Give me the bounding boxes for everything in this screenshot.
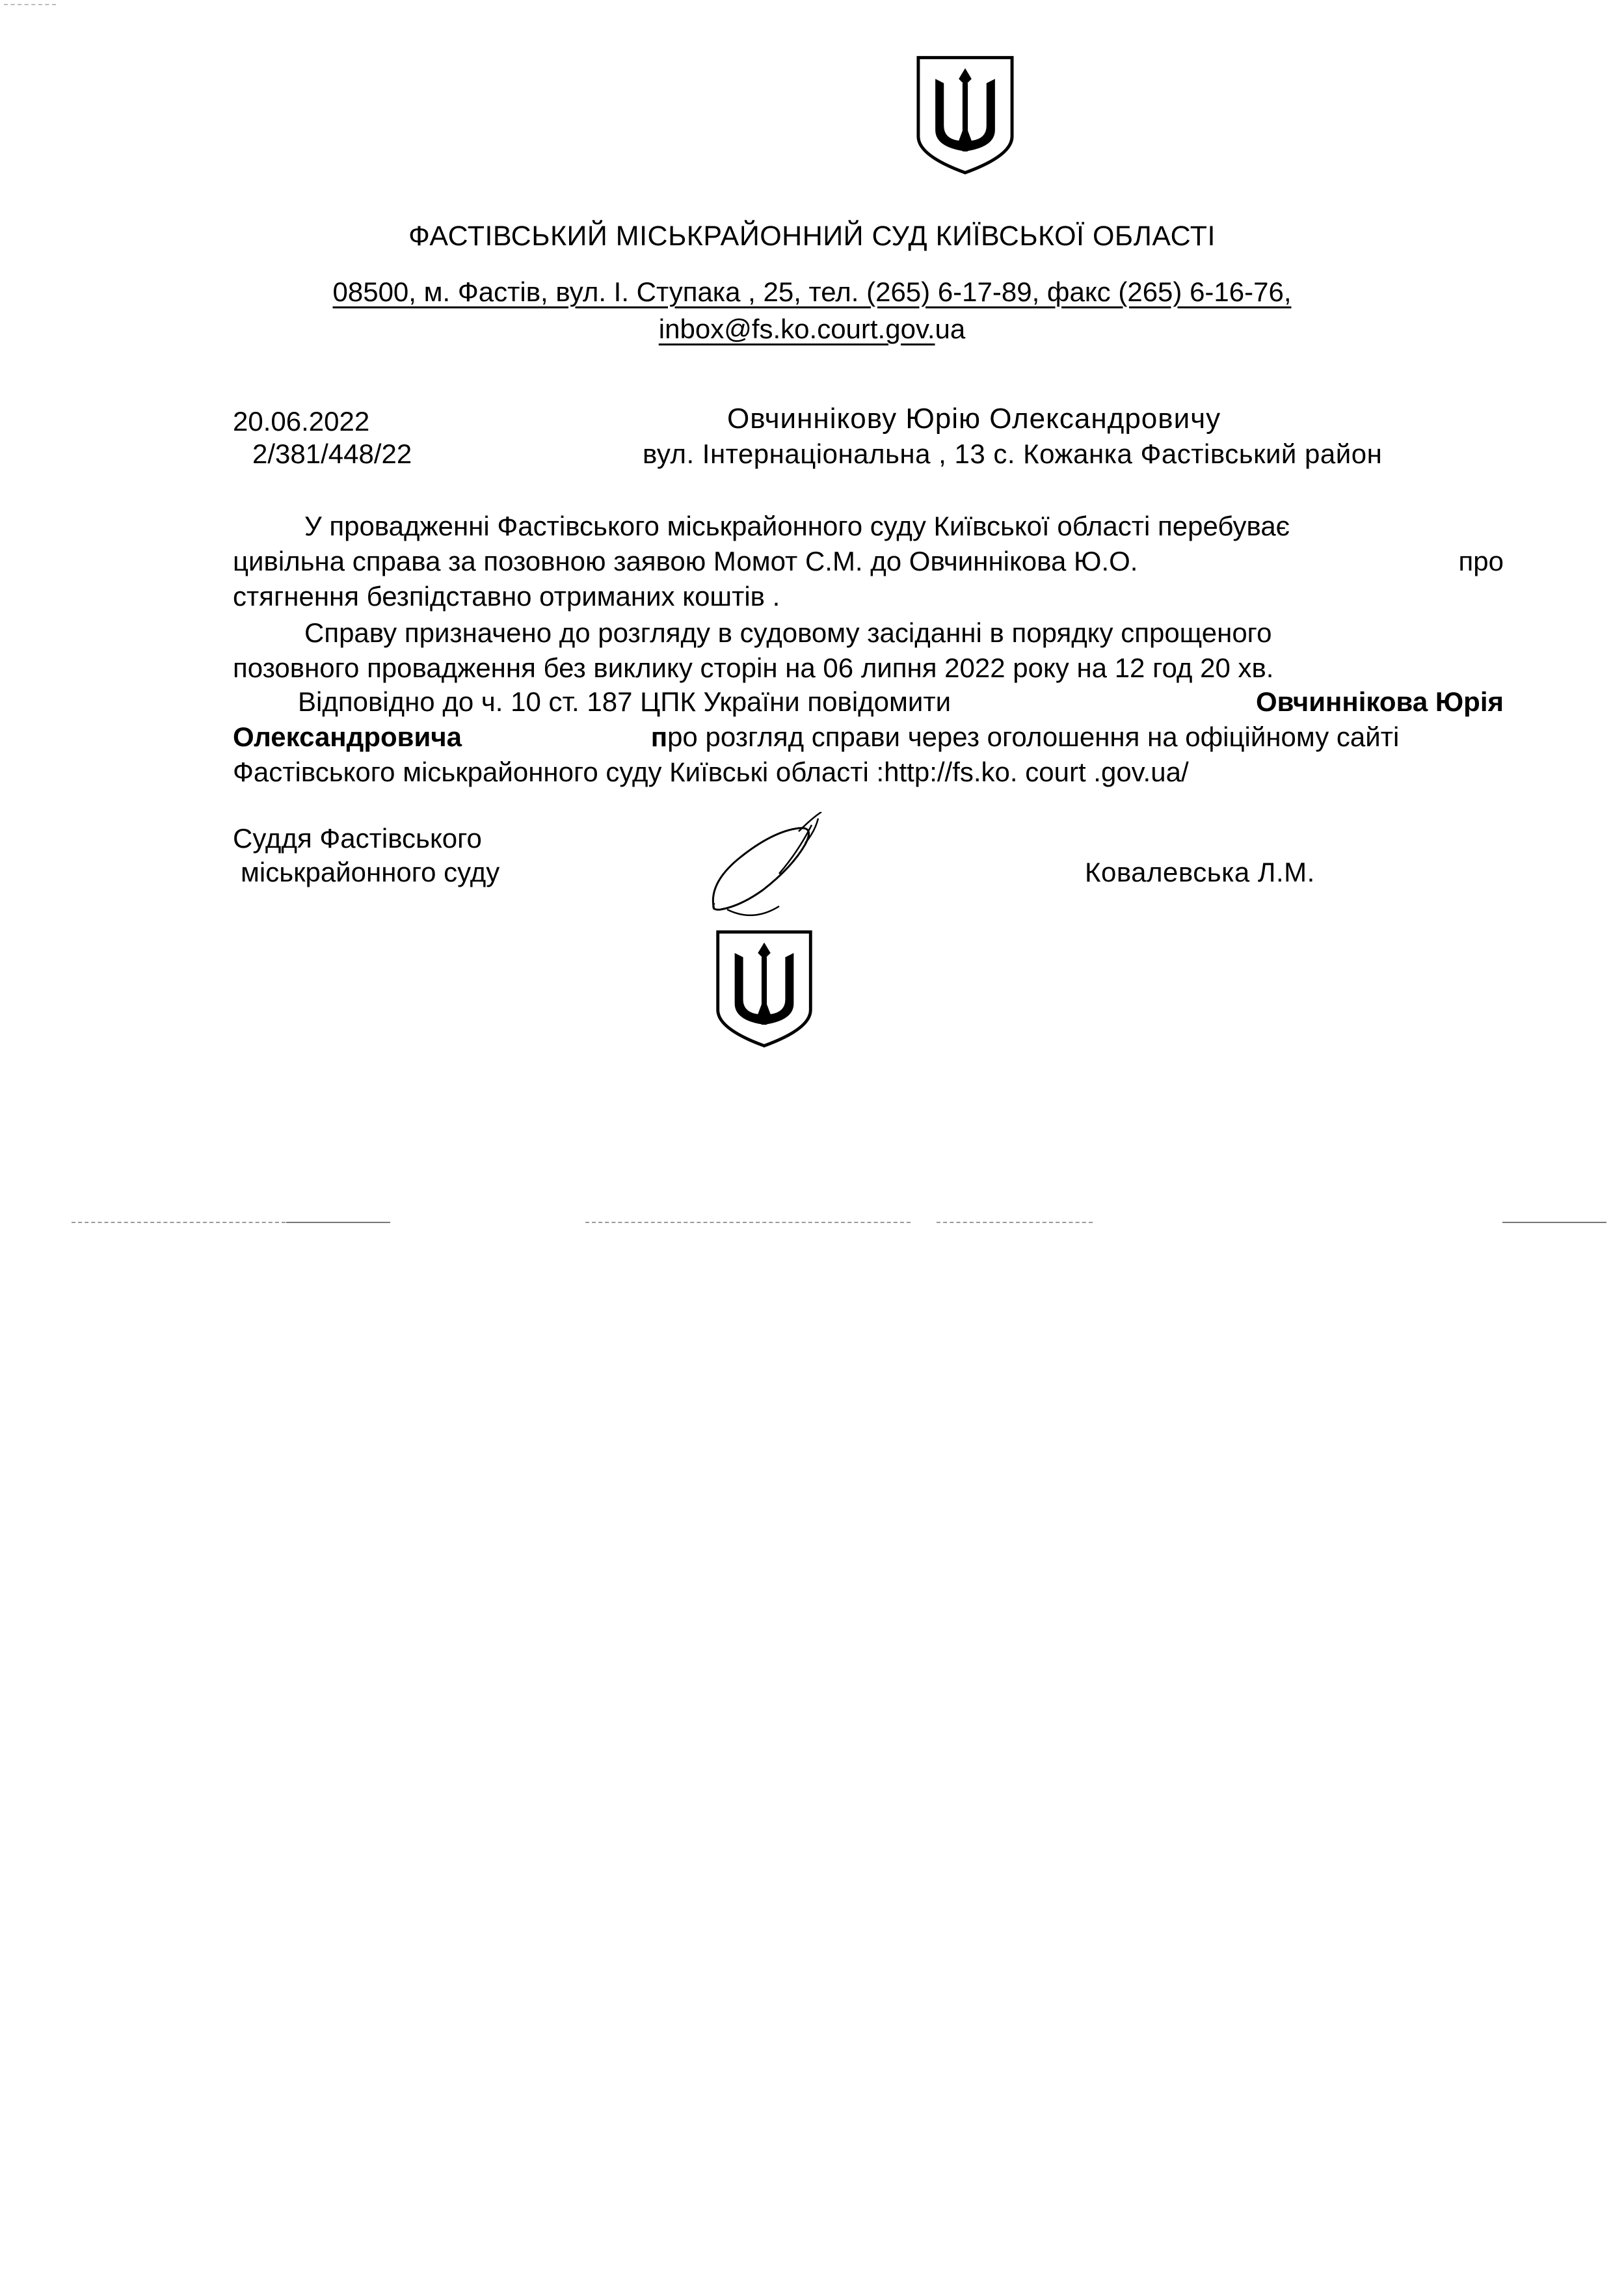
body-p1-line2-text: цивільна справа за позовною заявою Момот С.М. до Овчиннікова Ю.О. [233,546,1138,576]
body-p1-line2-end: про [1458,546,1504,576]
case-number: 2/381/448/22 [252,438,412,469]
scan-line-artifact [286,1222,390,1223]
recipient-name: Овчиннікову Юрію Олександровичу [727,403,1221,435]
court-address-line: 08500, м. Фастів, вул. І. Ступака , 25, тел. (265) 6-17-89, факс (265) 6-16-76, [332,276,1292,307]
body-p3-line3: Фастівського міськрайонного суду Київські області :http://fs.ko. court .gov.ua/ [233,757,1189,787]
body-p3-line1 [298,688,1504,716]
recipient-address: вул. Інтернаціональна , 13 с. Кожанка Фастівський район [643,438,1383,469]
body-p3-line1-text: Відповідно до ч. 10 ст. 187 ЦПК України повідомити [298,686,952,717]
body-p1-line1: У провадженні Фастівського міськрайонного суду Київської області перебуває [304,511,1290,541]
court-email-link[interactable]: inbox@fs.ko.court.gov. [658,314,935,344]
trident-emblem-icon [912,53,1018,177]
court-address [0,278,1624,306]
body-p1-line3: стягнення безпідставно отриманих коштів . [233,581,780,612]
body-p2-line1: Справу призначено до розгляду в судовому засіданні в порядку спрощеного [304,617,1272,648]
scan-line-artifact [585,1222,911,1223]
body-p1-line2 [233,548,1504,575]
defendant-patronymic-bold: Олександровича [233,721,462,752]
body-p2-line2: позовного провадження без виклику сторін на 06 липня 2022 року на 12 год 20 хв. [233,653,1274,683]
body-p3-line2-rest: ро розгляд справи через оголошення на офіційному сайті [667,721,1400,752]
trident-emblem-icon [712,926,817,1051]
scan-line-artifact [937,1222,1093,1223]
document-date: 20.06.2022 [233,406,370,437]
judge-name: Ковалевська Л.М. [1085,857,1315,887]
body-p3-line2 [233,723,1504,751]
court-email-suffix: ua [935,314,966,344]
court-email [0,316,1624,343]
coat-of-arms-top [912,53,1018,177]
judge-position-line2: міськрайонного суду [241,857,500,887]
court-name: ФАСТІВСЬКИЙ МІСЬКРАЙОННИЙ СУД КИЇВСЬКОЇ ОБЛАСТІ [408,221,1216,252]
judge-position-line1: Суддя Фастівського [233,823,482,854]
scan-artifact [4,4,56,5]
coat-of-arms-seal [712,926,817,1051]
body-p3-line2-text [651,723,1400,751]
bold-letter: п [650,721,668,752]
scan-line-artifact [1502,1222,1606,1223]
defendant-name-bold: Овчиннікова Юрія [1255,686,1504,717]
